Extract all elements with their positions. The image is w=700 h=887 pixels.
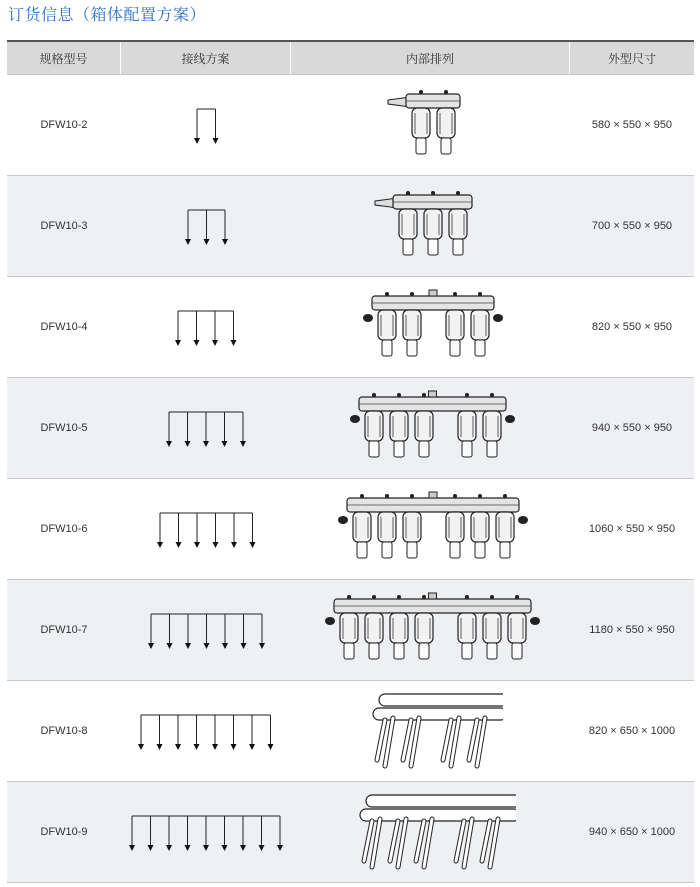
bolt-icon [410, 292, 414, 296]
wiring-diagram [163, 406, 249, 450]
arrow-down-icon [166, 643, 172, 649]
arrow-down-icon [249, 542, 255, 548]
table-header [7, 42, 694, 75]
header-wiring: 接线方案 [121, 42, 291, 74]
cable-tail [487, 441, 497, 457]
arrow-down-icon [157, 542, 163, 548]
arrow-down-icon [212, 542, 218, 548]
model-cell [7, 681, 121, 781]
arrow-down-icon [222, 441, 228, 447]
mounting-lug [338, 516, 348, 524]
dimensions-cell [570, 681, 694, 781]
bolt-icon [478, 292, 482, 296]
wiring-diagram [145, 608, 268, 652]
wiring-diagram-cell [121, 277, 291, 377]
cable-tail [462, 643, 472, 659]
cable-tail [382, 340, 392, 356]
top-connector [429, 492, 437, 498]
arrow-down-icon [268, 744, 274, 750]
dimensions-label: 820 × 650 × 1000 [588, 725, 676, 737]
dimensions-cell [570, 75, 694, 175]
dimensions-label: 1060 × 550 × 950 [588, 523, 676, 535]
wiring-diagram [172, 305, 240, 349]
cable-tail [407, 542, 417, 558]
page-title: 订货信息（箱体配置方案） [8, 5, 207, 24]
cable-tail [512, 643, 522, 659]
mounting-lug [493, 314, 503, 322]
model-cell [7, 176, 121, 276]
cable-tail [403, 239, 413, 255]
dimensions-label: 700 × 550 × 950 [591, 220, 673, 232]
arrow-down-icon [194, 744, 200, 750]
arrow-down-icon [138, 744, 144, 750]
table-row [7, 681, 694, 782]
cable-tail [344, 643, 354, 659]
table-row [7, 277, 694, 378]
bolt-icon [431, 191, 435, 195]
table-row [7, 580, 694, 681]
table-row [7, 782, 694, 883]
cable-tail [475, 542, 485, 558]
internal-layout-drawing [314, 585, 547, 675]
wiring-diagram-cell [121, 580, 291, 680]
table-row [7, 479, 694, 580]
arrow-down-icon [231, 542, 237, 548]
wiring-diagram [135, 709, 277, 753]
arrow-down-icon [129, 845, 135, 851]
arrow-down-icon [259, 845, 265, 851]
dimensions-cell [570, 378, 694, 478]
arrow-down-icon [185, 845, 191, 851]
model-label: DFW10-4 [40, 321, 88, 333]
internal-layout-cell [291, 479, 570, 579]
dimensions-cell [570, 782, 694, 882]
arrow-down-icon [240, 441, 246, 447]
arrow-down-icon [175, 542, 181, 548]
dimensions-label: 1180 × 550 × 950 [589, 624, 675, 636]
dimensions-label: 940 × 650 × 1000 [588, 826, 676, 838]
table-row [7, 75, 694, 176]
internal-layout-drawing [339, 383, 522, 473]
header-dimensions: 外型尺寸 [607, 51, 656, 66]
internal-layout-cell [291, 75, 570, 175]
bolt-icon [372, 595, 376, 599]
wiring-diagram-cell [121, 681, 291, 781]
cable-tail [382, 542, 392, 558]
bolt-icon [453, 494, 457, 498]
bolt-icon [419, 90, 423, 94]
arrow-down-icon [203, 845, 209, 851]
internal-layout-cell [291, 681, 570, 781]
busbar-housing [366, 795, 516, 807]
bolt-icon [372, 393, 376, 397]
arrow-down-icon [203, 239, 209, 245]
arrow-down-icon [185, 239, 191, 245]
arrow-down-icon [212, 744, 218, 750]
bolt-icon [360, 494, 364, 498]
model-cell [7, 378, 121, 478]
model-label: DFW10-7 [40, 624, 88, 636]
arrow-down-icon [231, 744, 237, 750]
busbar-housing [360, 809, 516, 821]
cable-tail [369, 441, 379, 457]
arrow-down-icon [157, 744, 163, 750]
bolt-icon [490, 595, 494, 599]
arrow-down-icon [148, 643, 154, 649]
mounting-lug [530, 617, 540, 625]
bolt-icon [406, 191, 410, 195]
bolt-icon [444, 90, 448, 94]
wiring-diagram-cell [121, 782, 291, 882]
arrow-down-icon [231, 340, 237, 346]
top-connector [429, 593, 437, 599]
model-cell [7, 75, 121, 175]
mounting-lug [518, 516, 528, 524]
top-connector [429, 391, 437, 397]
arrow-down-icon [194, 138, 200, 144]
dimensions-cell [570, 176, 694, 276]
arrow-down-icon [175, 340, 181, 346]
mounting-lug [325, 617, 335, 625]
busbar-housing [379, 694, 503, 706]
bolt-icon [347, 595, 351, 599]
bolt-icon [478, 494, 482, 498]
wiring-diagram [191, 103, 222, 147]
bolt-icon [453, 292, 457, 296]
bolt-icon [410, 494, 414, 498]
header-layout: 内部排列 [291, 42, 570, 74]
bolt-icon [515, 595, 519, 599]
cable-tail [462, 441, 472, 457]
wiring-diagram-cell [121, 75, 291, 175]
mounting-lug [363, 314, 373, 322]
model-cell [7, 580, 121, 680]
cable-tail [357, 542, 367, 558]
arrow-down-icon [277, 845, 283, 851]
cable-tail [428, 239, 438, 255]
cable-tail [450, 340, 460, 356]
bolt-icon [422, 595, 426, 599]
cable-tail [453, 239, 463, 255]
bolt-icon [503, 494, 507, 498]
cable-tail [475, 340, 485, 356]
cable-tail [441, 138, 451, 154]
model-label: DFW10-5 [40, 422, 88, 434]
bolt-icon [465, 393, 469, 397]
mounting-lug [350, 415, 360, 423]
dimensions-cell [570, 277, 694, 377]
arrow-down-icon [148, 845, 154, 851]
model-cell [7, 479, 121, 579]
header-model: 规格型号 [7, 42, 121, 74]
internal-layout-cell [291, 176, 570, 276]
wiring-diagram [182, 204, 231, 248]
bolt-icon [385, 292, 389, 296]
cable-tail [419, 643, 429, 659]
internal-layout-cell [291, 580, 570, 680]
cable-tail [450, 542, 460, 558]
internal-layout-drawing [386, 80, 476, 170]
mounting-lug [505, 415, 515, 423]
arrow-down-icon [194, 542, 200, 548]
arrow-down-icon [194, 340, 200, 346]
arrow-down-icon [175, 744, 181, 750]
dimensions-label: 580 × 550 × 950 [591, 119, 673, 131]
arrow-down-icon [222, 643, 228, 649]
dimensions-cell [570, 479, 694, 579]
internal-layout-cell [291, 378, 570, 478]
model-label: DFW10-2 [40, 119, 88, 131]
bolt-icon [385, 494, 389, 498]
arrow-down-icon [259, 643, 265, 649]
model-label: DFW10-8 [40, 725, 88, 737]
arrow-down-icon [240, 845, 246, 851]
dimensions-cell [570, 580, 694, 680]
bolt-icon [465, 595, 469, 599]
cable-tail [487, 643, 497, 659]
wiring-diagram [154, 507, 259, 551]
arrow-down-icon [240, 643, 246, 649]
arrow-down-icon [185, 643, 191, 649]
config-table [7, 40, 694, 883]
bolt-icon [456, 191, 460, 195]
arrow-down-icon [212, 340, 218, 346]
table-body [7, 75, 694, 883]
model-label: DFW10-9 [40, 826, 88, 838]
arrow-down-icon [203, 441, 209, 447]
cable-tail [416, 138, 426, 154]
table-row [7, 176, 694, 277]
dimensions-label: 940 × 550 × 950 [591, 422, 673, 434]
internal-layout-drawing [346, 787, 516, 877]
top-connector [429, 290, 437, 296]
dimensions-label: 820 × 550 × 950 [591, 321, 673, 333]
arrow-down-icon [203, 643, 209, 649]
arrow-down-icon [222, 239, 228, 245]
arrow-down-icon [222, 845, 228, 851]
internal-layout-cell [291, 277, 570, 377]
internal-layout-drawing [327, 484, 535, 574]
internal-layout-drawing [352, 282, 510, 372]
wiring-diagram-cell [121, 479, 291, 579]
model-cell [7, 277, 121, 377]
cable-tail [394, 441, 404, 457]
internal-layout-cell [291, 782, 570, 882]
cable-tail [407, 340, 417, 356]
arrow-down-icon [249, 744, 255, 750]
wiring-diagram [126, 810, 286, 854]
internal-layout-drawing [359, 686, 503, 776]
arrow-down-icon [166, 845, 172, 851]
arrow-down-icon [212, 138, 218, 144]
cable-tail [369, 643, 379, 659]
bolt-icon [397, 393, 401, 397]
internal-layout-drawing [373, 181, 488, 271]
bolt-icon [422, 393, 426, 397]
model-cell [7, 782, 121, 882]
table-row [7, 378, 694, 479]
cable-tail [394, 643, 404, 659]
model-label: DFW10-6 [40, 523, 88, 535]
wiring-diagram-cell [121, 378, 291, 478]
cable-tail [500, 542, 510, 558]
wiring-diagram-cell [121, 176, 291, 276]
arrow-down-icon [166, 441, 172, 447]
model-label: DFW10-3 [40, 220, 88, 232]
bolt-icon [397, 595, 401, 599]
cable-tail [419, 441, 429, 457]
arrow-down-icon [185, 441, 191, 447]
bolt-icon [490, 393, 494, 397]
